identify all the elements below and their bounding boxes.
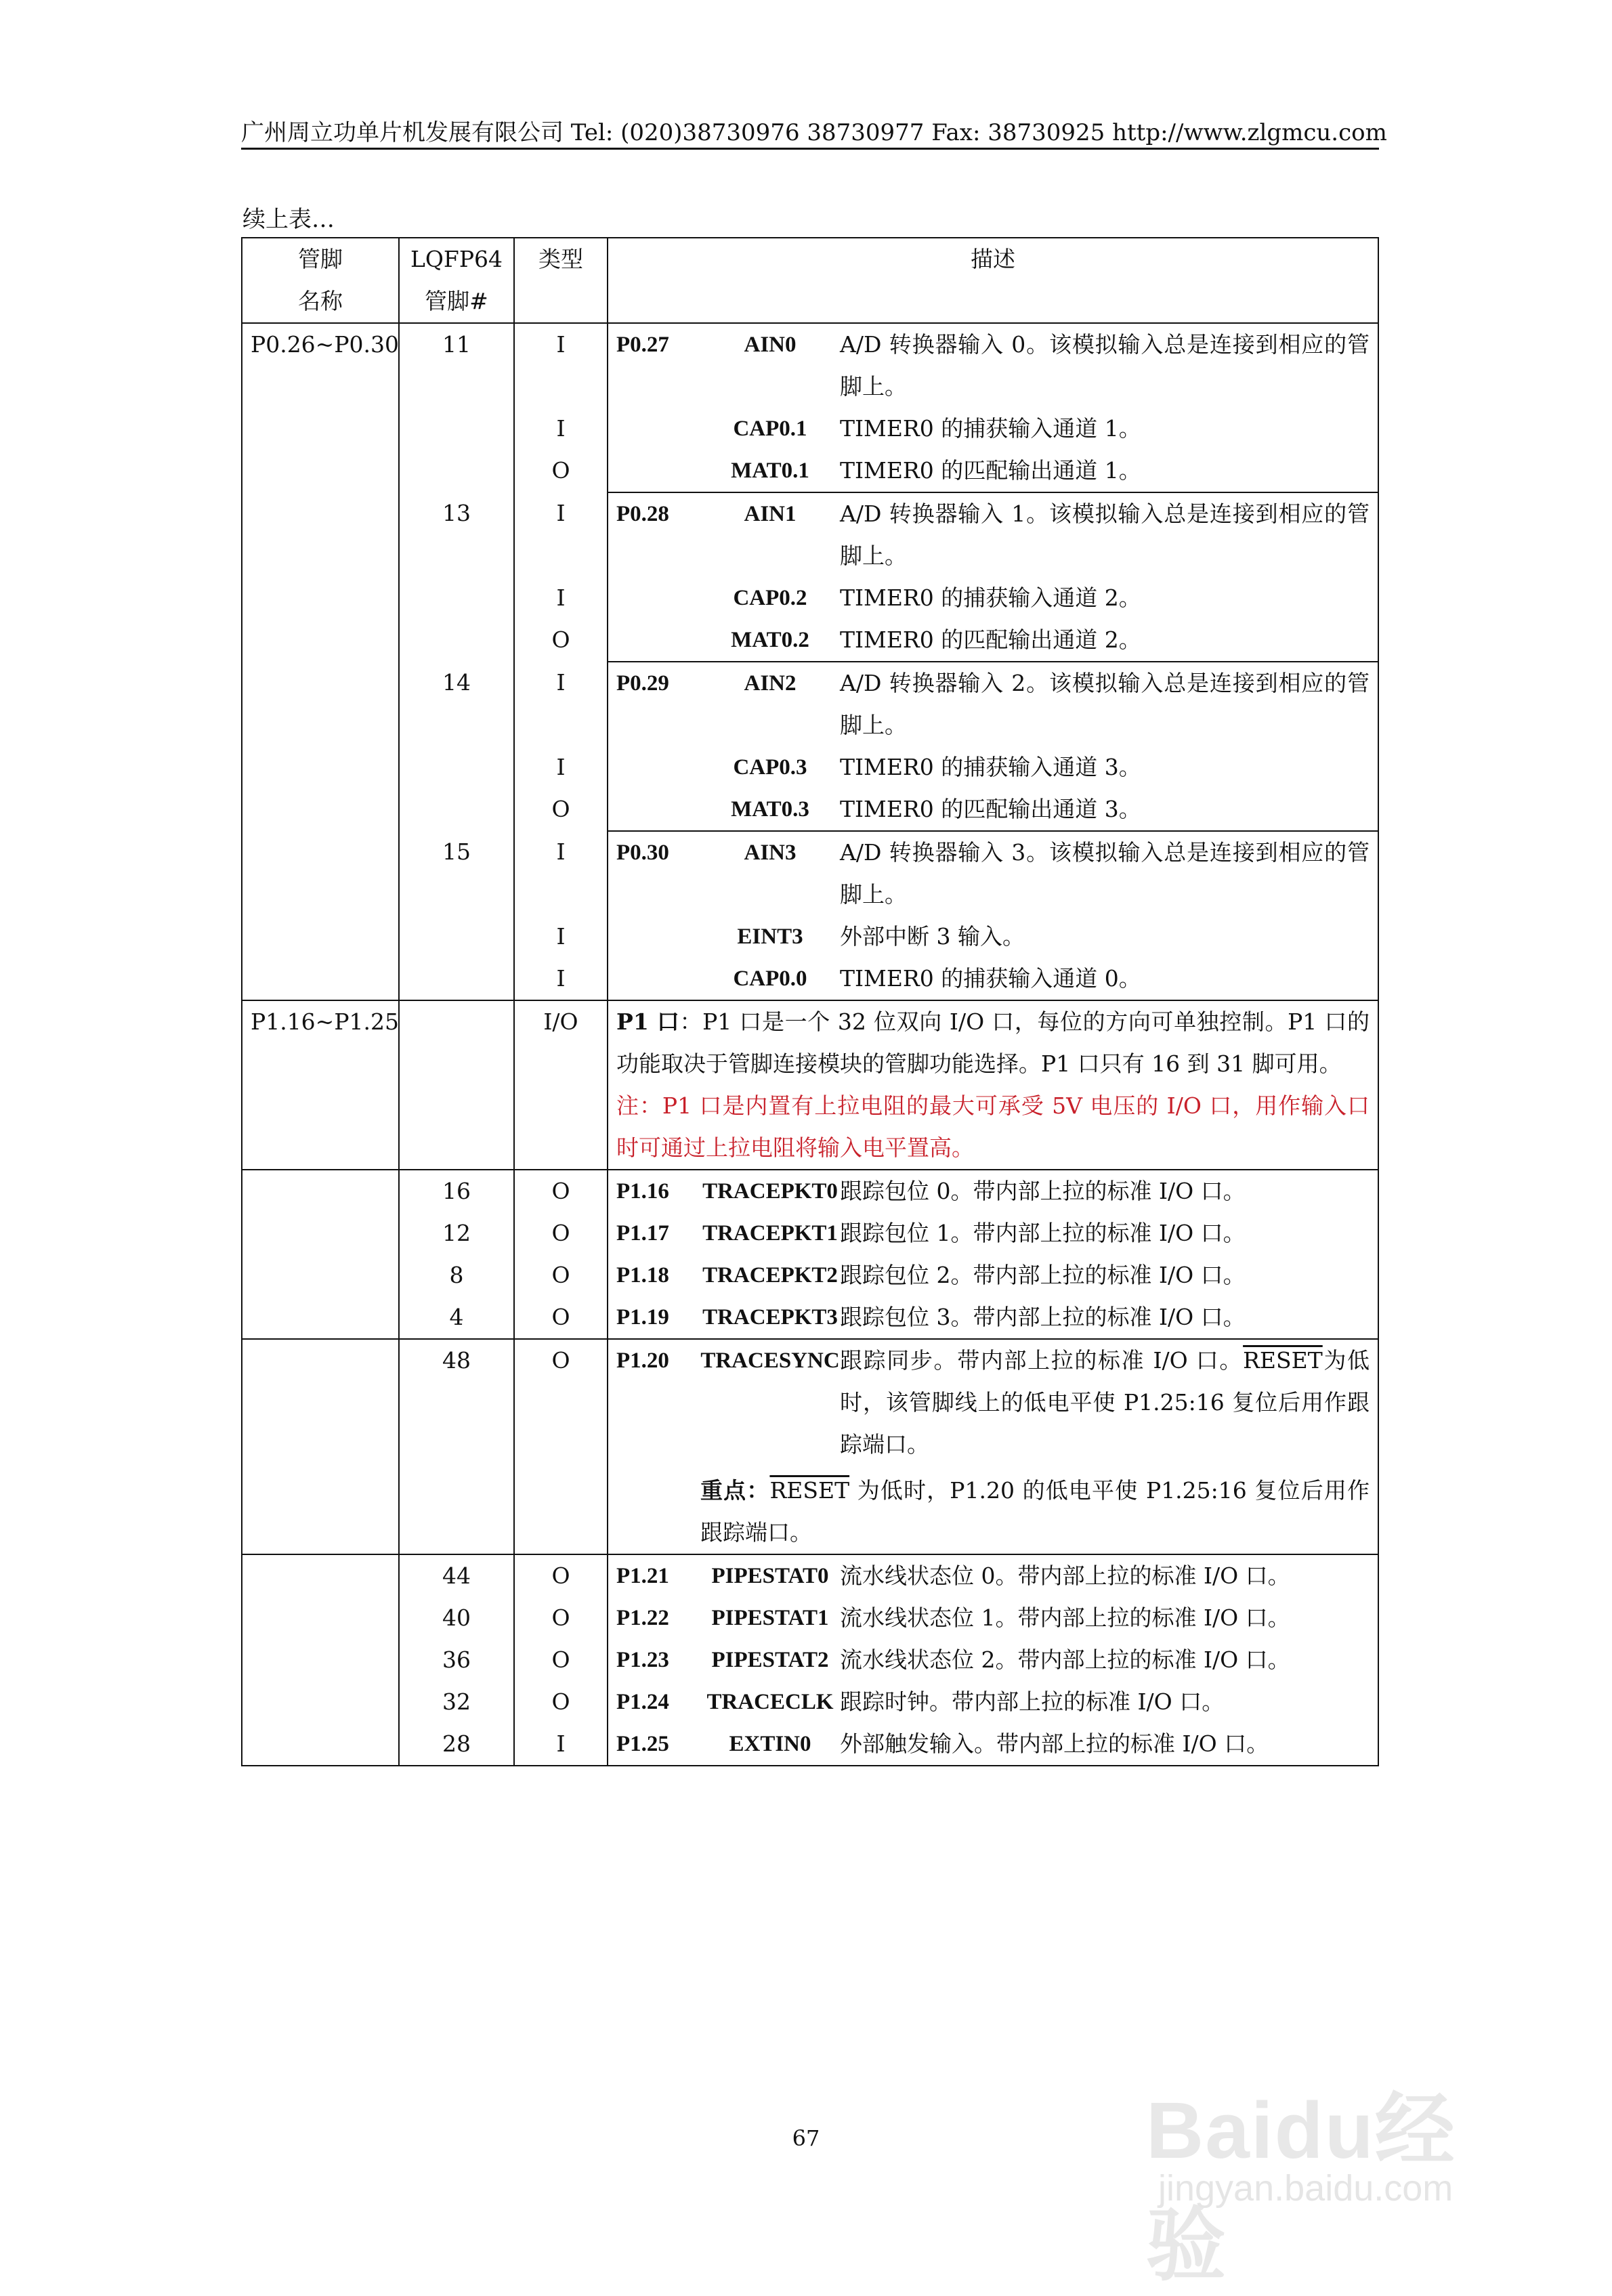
description-cell: [608, 831, 1378, 916]
description-row: [616, 916, 1370, 958]
empty-cell: [242, 1639, 399, 1681]
description-row: [616, 1212, 1370, 1254]
empty-cell: [242, 958, 399, 1000]
pin-function: PIPESTAT0: [711, 1564, 829, 1588]
pin-type: O: [514, 1170, 608, 1212]
header-lqfp64-line2: 管脚#: [425, 288, 488, 314]
description-cell: [608, 1296, 1378, 1339]
header-rule: [241, 148, 1379, 150]
empty-cell: [242, 1170, 399, 1212]
pin-type: O: [514, 788, 608, 831]
description-cell: [608, 916, 1378, 958]
pin-function: PIPESTAT1: [711, 1606, 829, 1630]
port-group-name: P0.26~P0.30: [242, 323, 399, 408]
pin-type: I: [514, 916, 608, 958]
pin-function: AIN0: [744, 333, 797, 357]
p1-group: [242, 1000, 1378, 1170]
watermark-brand: Baidu经验: [1146, 2086, 1456, 2291]
pin-type: I: [514, 408, 608, 450]
description-cell: [608, 1339, 1378, 1554]
p1-note: 注：P1 口是内置有上拉电阻的最大可承受 5V 电压的 I/O 口，用作输入口时可通过上拉电阻将输入电平置高。: [616, 1092, 1370, 1161]
p1-name: P1.16~P1.25: [242, 1000, 399, 1170]
empty-cell: [242, 1254, 399, 1296]
port-pin: P0.30: [616, 841, 669, 865]
description-row: [616, 1639, 1370, 1681]
p1-intro-label: P1 口: [616, 1008, 680, 1035]
table-row: [242, 1000, 1378, 1170]
pin-number: 13: [399, 492, 514, 577]
table-row: [242, 1254, 1378, 1296]
table-row: [242, 1170, 1378, 1212]
function-text: 流水线状态位 0。带内部上拉的标准 I/O 口。: [840, 1562, 1290, 1589]
description-row: [616, 1681, 1370, 1723]
p1-intro: [616, 1001, 1370, 1085]
description-cell: [608, 577, 1378, 619]
header-type: 类型: [514, 238, 608, 323]
pin-number: 32: [399, 1681, 514, 1723]
pin-function: TRACEPKT3: [702, 1305, 838, 1330]
p1-intro-text: ：P1 口是一个 32 位双向 I/O 口，每位的方向可单独控制。P1 口的功能取决于管脚连接模块的管脚功能选择。P1 口只有 16 到 31 脚可用。: [616, 1008, 1370, 1077]
pin-function: CAP0.3: [733, 755, 807, 780]
table-row: [242, 788, 1378, 831]
reset-signal: RESET: [1243, 1347, 1323, 1374]
pin-number: [399, 619, 514, 662]
description-cell: [608, 1254, 1378, 1296]
pin-function: CAP0.2: [733, 586, 807, 610]
table-row: [242, 619, 1378, 662]
pin-function: MAT0.3: [731, 797, 809, 822]
description-cell: [608, 450, 1378, 492]
table-row: [242, 577, 1378, 619]
description-cell: [608, 1639, 1378, 1681]
pin-type: O: [514, 619, 608, 662]
description-cell: [608, 958, 1378, 1000]
pin-type: I: [514, 831, 608, 916]
empty-cell: [242, 577, 399, 619]
pin-number: 16: [399, 1170, 514, 1212]
description-row: [616, 832, 1370, 916]
pin-type: O: [514, 1339, 608, 1554]
pin-type: O: [514, 1254, 608, 1296]
port-pin: P1.19: [616, 1305, 669, 1330]
description-row: [616, 1170, 1370, 1212]
description-row: [616, 788, 1370, 830]
p1-intro-cell: [608, 1000, 1378, 1170]
pin-type: O: [514, 1639, 608, 1681]
pin-function: AIN2: [744, 671, 797, 696]
port-pin: P1.18: [616, 1263, 669, 1288]
function-text: 流水线状态位 2。带内部上拉的标准 I/O 口。: [840, 1646, 1290, 1673]
pin-function: EXTIN0: [729, 1732, 811, 1756]
pin-function: CAP0.1: [733, 417, 807, 441]
p0-group: [242, 323, 1378, 1000]
pin-type: O: [514, 450, 608, 492]
function-text: 外部触发输入。带内部上拉的标准 I/O 口。: [840, 1730, 1269, 1757]
description-cell: [608, 323, 1378, 408]
function-text: TIMER0 的捕获输入通道 2。: [840, 584, 1141, 611]
empty-cell: [242, 1296, 399, 1339]
watermark-url: jingyan.baidu.com: [1158, 2168, 1454, 2209]
port-pin: [616, 408, 700, 450]
pin-function: TRACEPKT0: [702, 1179, 838, 1204]
description-row: [616, 450, 1370, 492]
pin-type: I: [514, 577, 608, 619]
port-pin: P0.27: [616, 333, 669, 357]
pin-number: 36: [399, 1639, 514, 1681]
watermark-logo: [1138, 2066, 1517, 2291]
function-text: TIMER0 的匹配输出通道 1。: [840, 457, 1141, 484]
header-pin-name: [242, 238, 399, 323]
table-row: [242, 1681, 1378, 1723]
pin-number: 15: [399, 831, 514, 916]
description-cell: [608, 746, 1378, 788]
function-text: A/D 转换器输入 1。该模拟输入总是连接到相应的管脚上。: [840, 501, 1370, 569]
description-row: [616, 577, 1370, 619]
pin-number: 12: [399, 1212, 514, 1254]
port-pin: P1.21: [616, 1564, 669, 1588]
pin-type: O: [514, 1597, 608, 1639]
table-row: [242, 450, 1378, 492]
key-point-label: 重点：: [700, 1477, 770, 1504]
empty-cell: [242, 450, 399, 492]
port-pin: [616, 746, 700, 788]
function-text: 跟踪包位 2。带内部上拉的标准 I/O 口。: [840, 1262, 1246, 1288]
pin-type: I: [514, 1723, 608, 1766]
port-pin: P1.17: [616, 1221, 669, 1246]
p1-sync-group: [242, 1339, 1378, 1554]
table-row: [242, 1639, 1378, 1681]
header-description: 描述: [608, 238, 1378, 323]
port-pin: P1.20: [616, 1348, 669, 1373]
empty-cell: [242, 1723, 399, 1766]
pin-number: 14: [399, 662, 514, 746]
port-pin: [616, 577, 700, 619]
description-row: [616, 1296, 1370, 1338]
description-cell: [608, 1597, 1378, 1639]
description-cell: [608, 788, 1378, 831]
description-row: [616, 324, 1370, 408]
function-text: 跟踪时钟。带内部上拉的标准 I/O 口。: [840, 1688, 1225, 1715]
pin-table: [241, 237, 1379, 1766]
description-row: [616, 1597, 1370, 1639]
pin-type: I: [514, 746, 608, 788]
pin-type: I: [514, 492, 608, 577]
pin-number: [399, 746, 514, 788]
page-header: 广州周立功单片机发展有限公司 Tel: (020)38730976 38730977 Fax: 38730925 http://www.zlgmcu.com: [241, 119, 1387, 146]
port-pin: P1.25: [616, 1732, 669, 1756]
table-row: [242, 1212, 1378, 1254]
port-pin: P0.28: [616, 502, 669, 526]
key-point-text: 为低时，P1.20 的低电平使 P1.25:16 复位后用作跟踪端口。: [700, 1477, 1370, 1546]
function-text: TIMER0 的捕获输入通道 1。: [840, 415, 1141, 442]
pin-number: [399, 408, 514, 450]
description-cell: [608, 619, 1378, 662]
function-text: 流水线状态位 1。带内部上拉的标准 I/O 口。: [840, 1604, 1290, 1631]
description-row: [616, 408, 1370, 450]
continued-label: 续上表…: [242, 206, 335, 233]
description-cell: [608, 408, 1378, 450]
function-text: 跟踪包位 3。带内部上拉的标准 I/O 口。: [840, 1304, 1246, 1330]
pin-number: [399, 916, 514, 958]
description-row: [616, 1723, 1370, 1765]
empty-cell: [242, 492, 399, 577]
table-row: [242, 746, 1378, 788]
table-row: [242, 323, 1378, 408]
port-pin: P0.29: [616, 671, 669, 696]
pin-function: AIN3: [744, 841, 797, 865]
empty-cell: [242, 746, 399, 788]
table-row: [242, 831, 1378, 916]
pin-function: PIPESTAT2: [711, 1648, 829, 1672]
pin-number: [399, 958, 514, 1000]
pin-function: AIN1: [744, 502, 797, 526]
description-row: [616, 1555, 1370, 1597]
header-lqfp64-line1: LQFP64: [410, 246, 503, 272]
function-text: TIMER0 的捕获输入通道 3。: [840, 754, 1141, 780]
port-pin: [616, 916, 700, 958]
function-text: TIMER0 的捕获输入通道 0。: [840, 965, 1141, 992]
description-row: [616, 493, 1370, 577]
sync-text-b: 为低时，该管脚线上的低电平使 P1.25:16 复位后用作跟踪端口。: [840, 1347, 1370, 1458]
description-row: [616, 1254, 1370, 1296]
table-row: [242, 662, 1378, 746]
port-pin: [616, 788, 700, 830]
pin-function: MAT0.1: [731, 459, 809, 483]
pin-number: 40: [399, 1597, 514, 1639]
page-number: 67: [792, 2125, 820, 2151]
function-text: TIMER0 的匹配输出通道 3。: [840, 796, 1141, 822]
port-pin: [616, 619, 700, 661]
p1-pin: [399, 1000, 514, 1170]
port-pin: P1.24: [616, 1690, 669, 1714]
header-lqfp64: [399, 238, 514, 323]
empty-cell: [242, 1597, 399, 1639]
table-row: [242, 1597, 1378, 1639]
table-row: [242, 958, 1378, 1000]
pin-number: [399, 788, 514, 831]
table-row: [242, 408, 1378, 450]
header-pin-name-line1: 管脚: [298, 246, 343, 272]
description-cell: [608, 1212, 1378, 1254]
pin-number: [399, 577, 514, 619]
description-row: [616, 958, 1370, 1000]
pin-number: 11: [399, 323, 514, 408]
table-row: [242, 492, 1378, 577]
description-cell: [608, 1681, 1378, 1723]
description-row: [616, 619, 1370, 661]
table-row: [242, 1296, 1378, 1339]
function-text: [840, 1340, 1370, 1466]
function-text: TIMER0 的匹配输出通道 2。: [840, 626, 1141, 653]
header-pin-name-line2: 名称: [298, 288, 343, 314]
function-text: A/D 转换器输入 0。该模拟输入总是连接到相应的管脚上。: [840, 331, 1370, 400]
function-text: A/D 转换器输入 2。该模拟输入总是连接到相应的管脚上。: [840, 670, 1370, 738]
pin-type: O: [514, 1681, 608, 1723]
p1-rows: [242, 1170, 1378, 1339]
port-pin: [616, 450, 700, 492]
table-row: [242, 1723, 1378, 1766]
table-header-row: [242, 238, 1378, 323]
table-row: [242, 916, 1378, 958]
pin-type: O: [514, 1212, 608, 1254]
empty-cell: [242, 662, 399, 746]
pin-function: EINT3: [737, 924, 803, 949]
description-cell: [608, 1723, 1378, 1766]
pin-number: [399, 450, 514, 492]
pin-function: TRACEPKT2: [702, 1263, 838, 1288]
pin-function: TRACECLK: [706, 1690, 834, 1714]
port-pin: P1.22: [616, 1606, 669, 1630]
table-row: [242, 1339, 1378, 1554]
empty-cell: [242, 1212, 399, 1254]
sync-text-a: 跟踪同步。带内部上拉的标准 I/O 口。: [840, 1347, 1244, 1374]
key-point: [700, 1470, 1370, 1554]
port-pin: [616, 958, 700, 1000]
pin-function: CAP0.0: [733, 966, 807, 991]
table-row: [242, 1554, 1378, 1597]
pin-type: I: [514, 958, 608, 1000]
description-row: [616, 662, 1370, 746]
pin-number: 48: [399, 1339, 514, 1554]
pin-function: TRACESYNC: [700, 1348, 840, 1373]
p1-type: I/O: [514, 1000, 608, 1170]
empty-cell: [242, 408, 399, 450]
pin-number: 44: [399, 1554, 514, 1597]
function-text: 外部中断 3 输入。: [840, 923, 1025, 950]
description-cell: [608, 662, 1378, 746]
empty-cell: [242, 916, 399, 958]
function-text: 跟踪包位 1。带内部上拉的标准 I/O 口。: [840, 1220, 1246, 1246]
empty-cell: [242, 788, 399, 831]
p1-rows-2: [242, 1554, 1378, 1766]
pin-number: 28: [399, 1723, 514, 1766]
function-text: A/D 转换器输入 3。该模拟输入总是连接到相应的管脚上。: [840, 839, 1370, 908]
key-reset-signal: RESET: [769, 1477, 850, 1504]
function-text: 跟踪包位 0。带内部上拉的标准 I/O 口。: [840, 1178, 1246, 1204]
description-row: [616, 746, 1370, 788]
port-pin: P1.16: [616, 1179, 669, 1204]
pin-number: 4: [399, 1296, 514, 1339]
empty-cell: [242, 619, 399, 662]
pin-type: O: [514, 1296, 608, 1339]
pin-type: I: [514, 323, 608, 408]
pin-function: TRACEPKT1: [702, 1221, 838, 1246]
empty-cell: [242, 831, 399, 916]
empty-cell: [242, 1554, 399, 1597]
description-cell: [608, 1554, 1378, 1597]
description-cell: [608, 1170, 1378, 1212]
port-pin: P1.23: [616, 1648, 669, 1672]
pin-number: 8: [399, 1254, 514, 1296]
pin-function: MAT0.2: [731, 628, 809, 652]
empty-cell: [242, 1681, 399, 1723]
pin-type: I: [514, 662, 608, 746]
pin-type: O: [514, 1554, 608, 1597]
description-cell: [608, 492, 1378, 577]
